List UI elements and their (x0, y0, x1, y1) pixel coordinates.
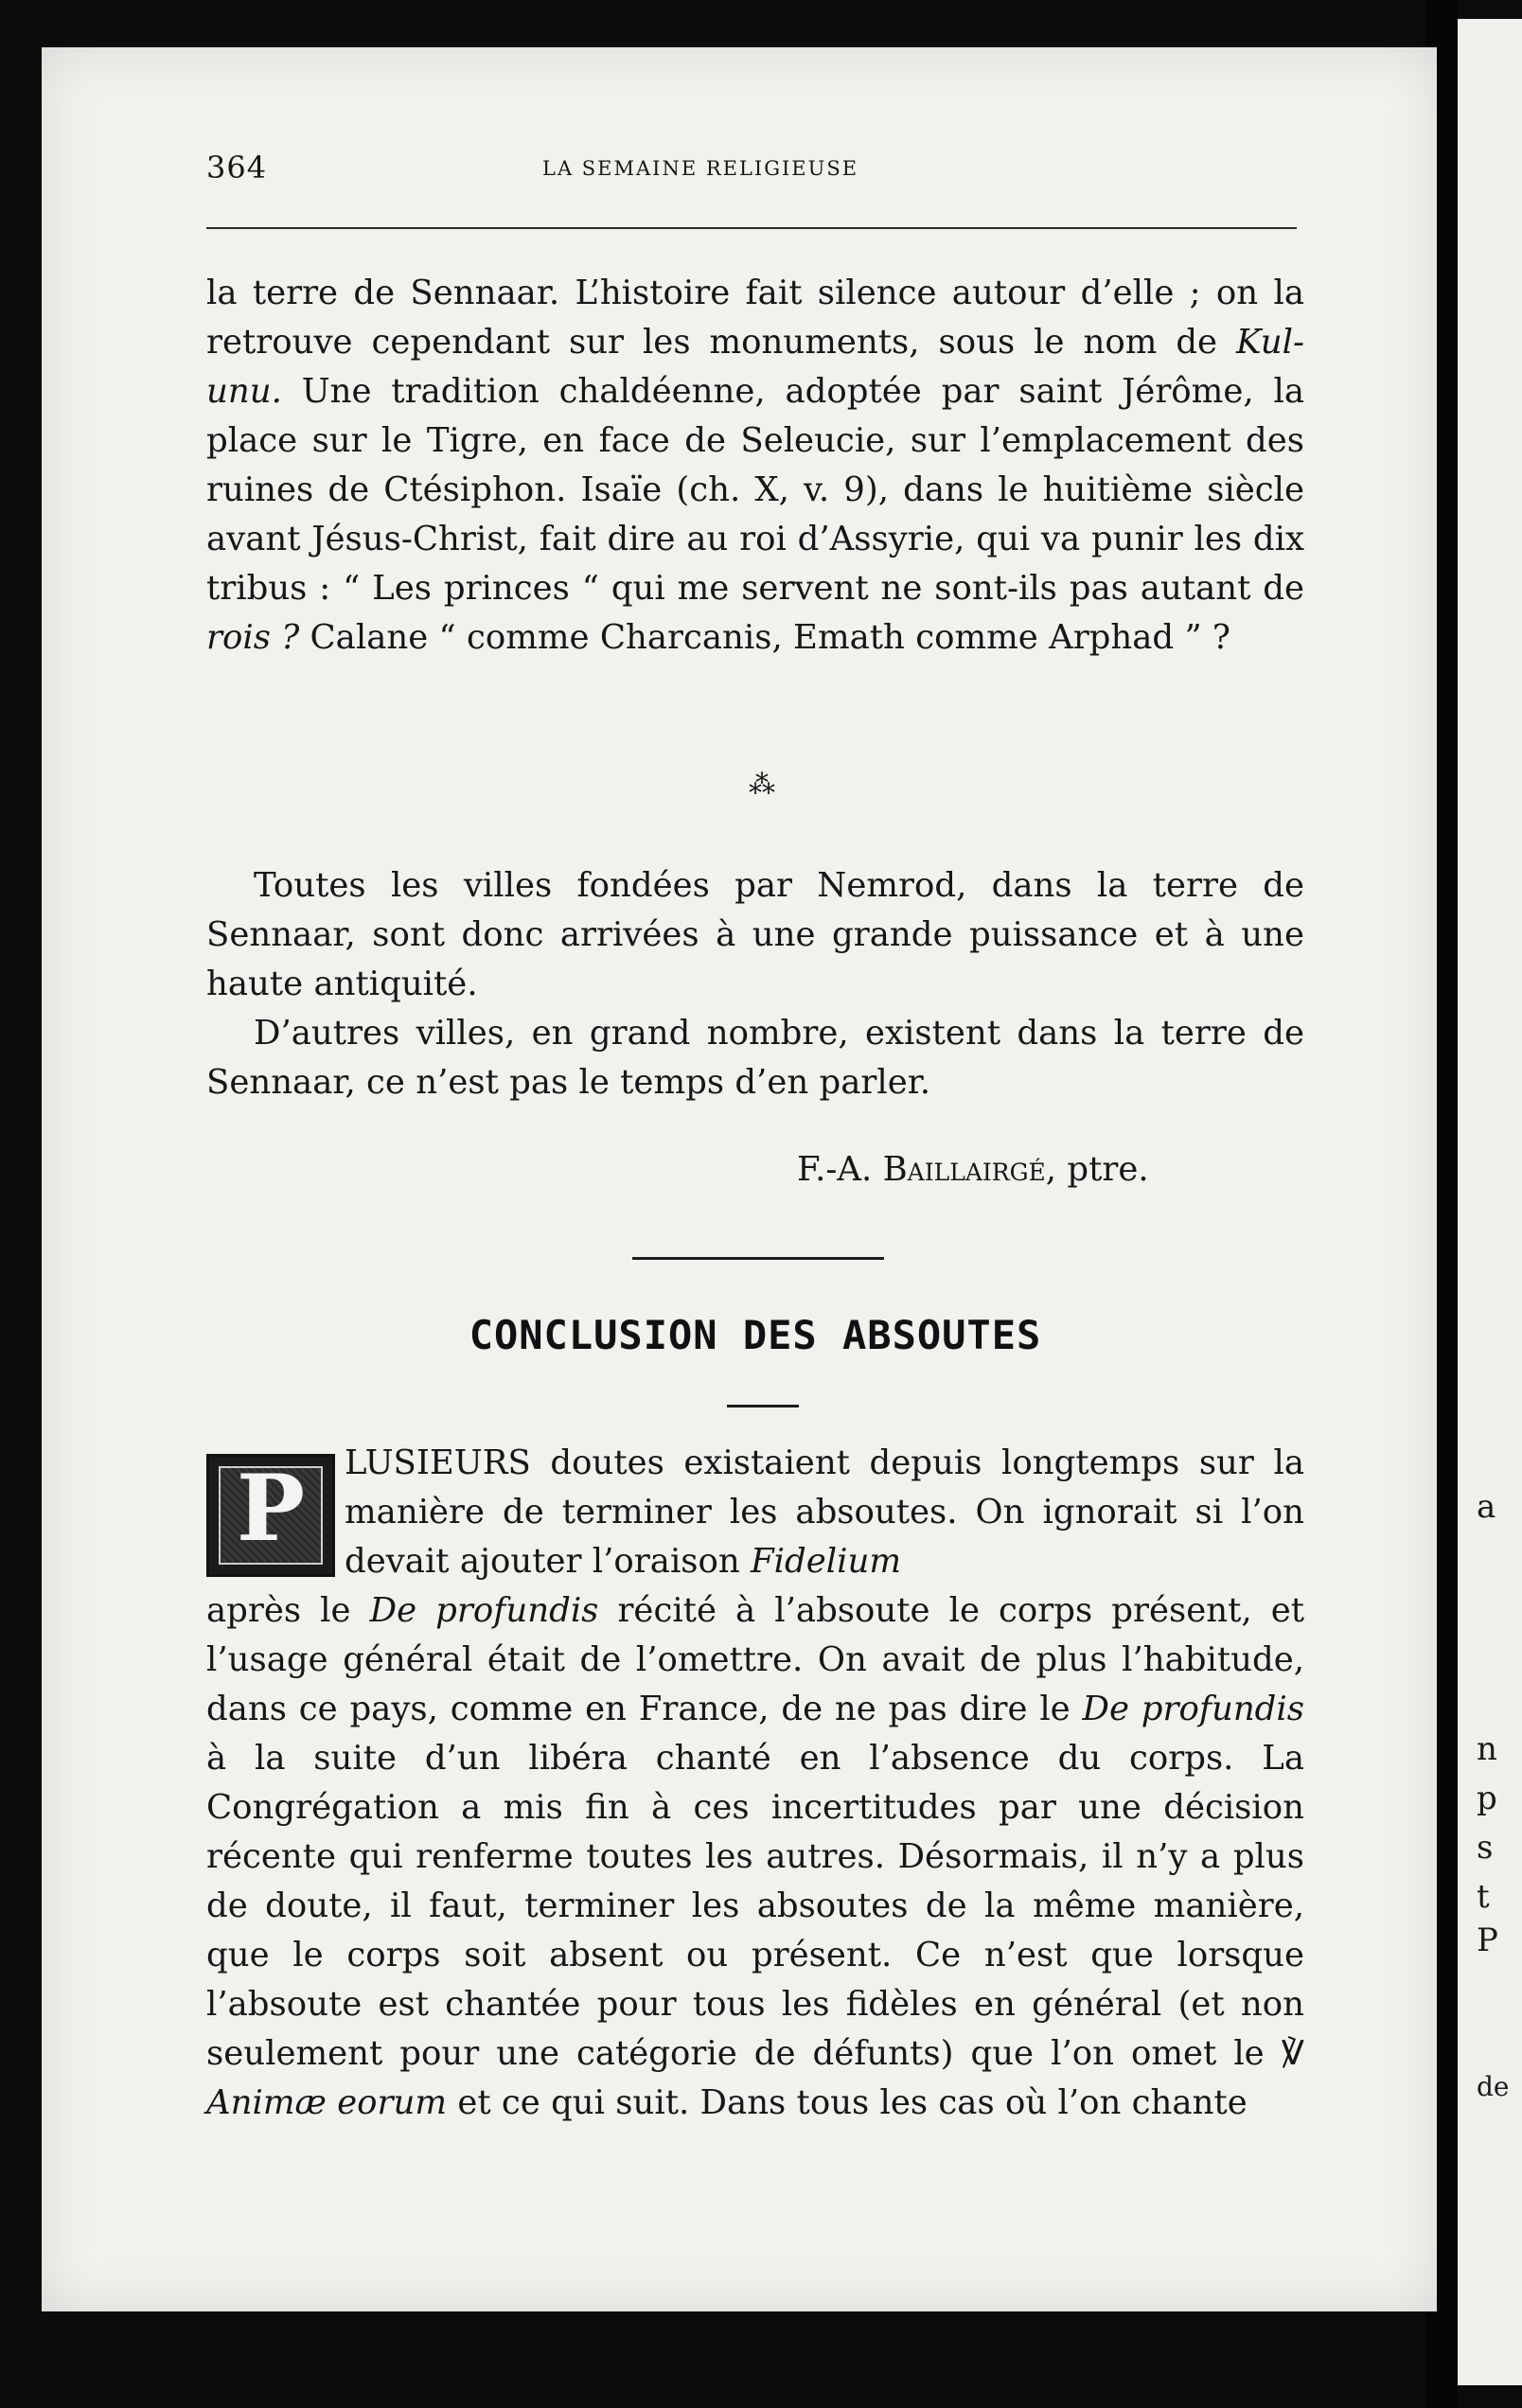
author-signature (797, 1145, 1149, 1195)
neighbor-fragment: s (1477, 1829, 1494, 1867)
paragraph: D’autres villes, en grand nombre, existent dans la terre de Sennaar, ce n’est pas le temps d’en parler. (206, 1014, 1304, 1102)
italic-text: Kul-unu. (206, 323, 1304, 411)
text-run: la terre de Sennaar. L’histoire fait silence autour d’elle ; on la retrouve cependant sur les monuments, sous le nom de (206, 274, 1304, 362)
paragraph (206, 269, 1304, 663)
ornamental-drop-cap (206, 1454, 335, 1577)
italic-text: De profundis (369, 1591, 599, 1630)
italic-text: Animæ eorum (206, 2083, 448, 2122)
text-run: LUSIEURS doutes existaient depuis longtemps sur la manière de terminer les absoutes. On ignorait si l’on devait ajouter l’oraison (345, 1443, 1304, 1581)
drop-cap-letter: P (236, 1455, 306, 1562)
text-run: Une tradition chaldéenne, adoptée par saint Jérôme, la place sur le Tigre, en face de Seleucie, sur l’emplacement des ruines de Ctésiphon. Isaïe (ch. X, v. 9), dans le huitième siècle avant Jésus-Christ, fait dire au roi d’Assyrie, qui va punir les dix tribus : “ Les princes “ qui me servent ne sont-ils pas autant de (206, 372, 1304, 608)
italic-text: De profundis (1082, 1690, 1304, 1728)
text-run: récité à l’absoute le corps présent, et l’usage général était de l’omettre. On avait de plus l’habitude, dans ce pays, comme en France, de ne pas dire le (206, 1591, 1304, 1728)
adjacent-page-edge (1458, 19, 1522, 2385)
paragraph-lead (345, 1439, 1304, 1586)
page-number: 364 (206, 150, 268, 186)
running-head: LA SEMAINE RELIGIEUSE (542, 157, 859, 180)
paragraph: Toutes les villes fondées par Nemrod, dans la terre de Sennaar, sont donc arrivées à une grande puissance et à une haute antiquité. (206, 866, 1304, 1003)
neighbor-fragment: P (1477, 1921, 1498, 1959)
section-title: CONCLUSION DES ABSOUTES (469, 1312, 1042, 1358)
neighbor-fragment: de (1477, 2071, 1510, 2102)
text-run: à la suite d’un libéra chanté en l’absence du corps. La Congrégation a mis fin à ces incertitudes par une décision récente qui renferme toutes les autres. Désormais, il n’y a plus de doute, il faut, terminer les absoutes de la même manière, que le corps soit absent ou présent. Ce n’est que lorsque l’absoute est chantée pour tous les fidèles en général (et non seulement pour une catégorie de défunts) que l’on omet le ℣ (206, 1739, 1304, 2073)
section-divider (632, 1257, 884, 1260)
signature-name: Baillairgé (882, 1150, 1046, 1189)
neighbor-fragment: t (1477, 1878, 1490, 1916)
neighbor-fragment: p (1477, 1779, 1497, 1817)
page-header (206, 150, 1295, 187)
header-rule (206, 227, 1297, 229)
signature-suffix: , ptre. (1045, 1150, 1149, 1189)
text-run: et ce qui suit. Dans tous les cas où l’on chante (447, 2083, 1248, 2122)
text-run: après le (206, 1591, 370, 1630)
neighbor-fragment: n (1477, 1730, 1497, 1768)
text-run: Calane “ comme Charcanis, Emath comme Arphad ” ? (299, 618, 1230, 657)
italic-text: Fidelium (751, 1542, 901, 1581)
signature-initials: F.-A. (797, 1150, 883, 1189)
neighbor-fragment: a (1477, 1488, 1496, 1526)
italic-text: rois ? (206, 618, 300, 657)
paragraph (206, 1586, 1304, 2128)
asterism-divider: ⁂ (749, 769, 775, 800)
title-rule (727, 1405, 799, 1408)
